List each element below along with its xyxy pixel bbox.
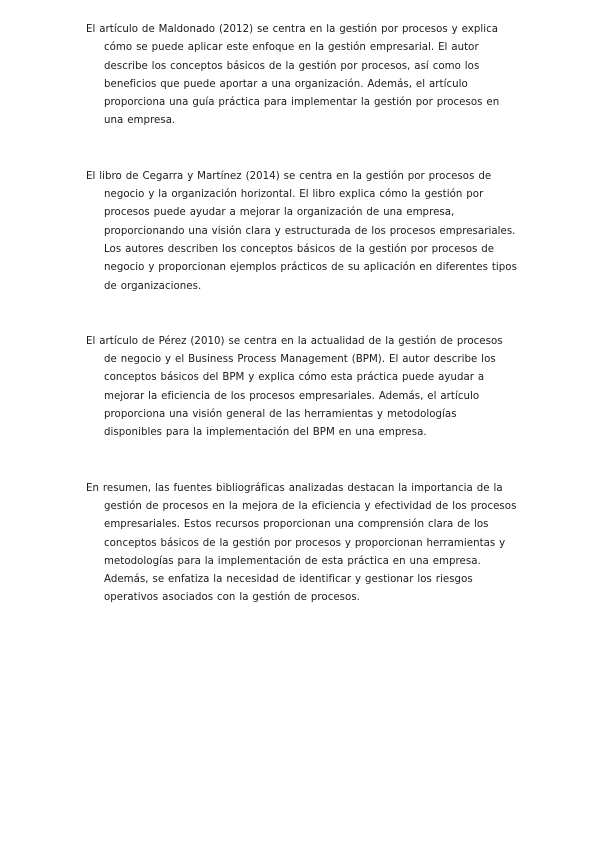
paragraph-maldonado: El artículo de Maldonado (2012) se centra en la gestión por procesos y explica cómo se puede aplicar este enfoque en la gestión empresarial. El autor describe los conceptos básicos de la gestión por procesos, así como los beneficios que puede aportar a una organización. Además, el artículo proporciona una guía práctica para implementar la gestión por procesos en una empresa. [86, 24, 500, 127]
paragraph-perez: El artículo de Pérez (2010) se centra en la actualidad de la gestión de procesos de negocio y el Business Process Management (BPM). El autor describe los conceptos básicos del BPM y explica cómo esta práctica puede ayudar a mejorar la eficiencia de los procesos empresariales. Además, el artículo proporciona una visión general de las herramientas y metodologías disponibles para la implementación del BPM en una empresa. [86, 335, 503, 439]
paragraph-cegarra-martinez: El libro de Cegarra y Martínez (2014) se centra en la gestión por procesos de negocio y la organización horizontal. El libro explica cómo la gestión por procesos puede ayudar a mejorar la organización de una empresa, proporcionando una visión clara y estructurada de los procesos empresariales. Los autores describen los conceptos básicos de la gestión por procesos de negocio y proporcionan ejemplos prácticos de su aplicación en diferentes tipos de organizaciones. [86, 170, 517, 292]
paragraph-resumen: En resumen, las fuentes bibliográficas analizadas destacan la importancia de la gestión de procesos en la mejora de la eficiencia y efectividad de los procesos empresariales. Estos recursos proporcionan una comprensión clara de los conceptos básicos de la gestión por procesos y proporcionan herramientas y metodologías para la implementación de esta práctica en una empresa. Además, se enfatiza la necesidad de identificar y gestionar los riesgos operativos asociados con la gestión de procesos. [86, 482, 517, 604]
document-body [86, 21, 518, 645]
